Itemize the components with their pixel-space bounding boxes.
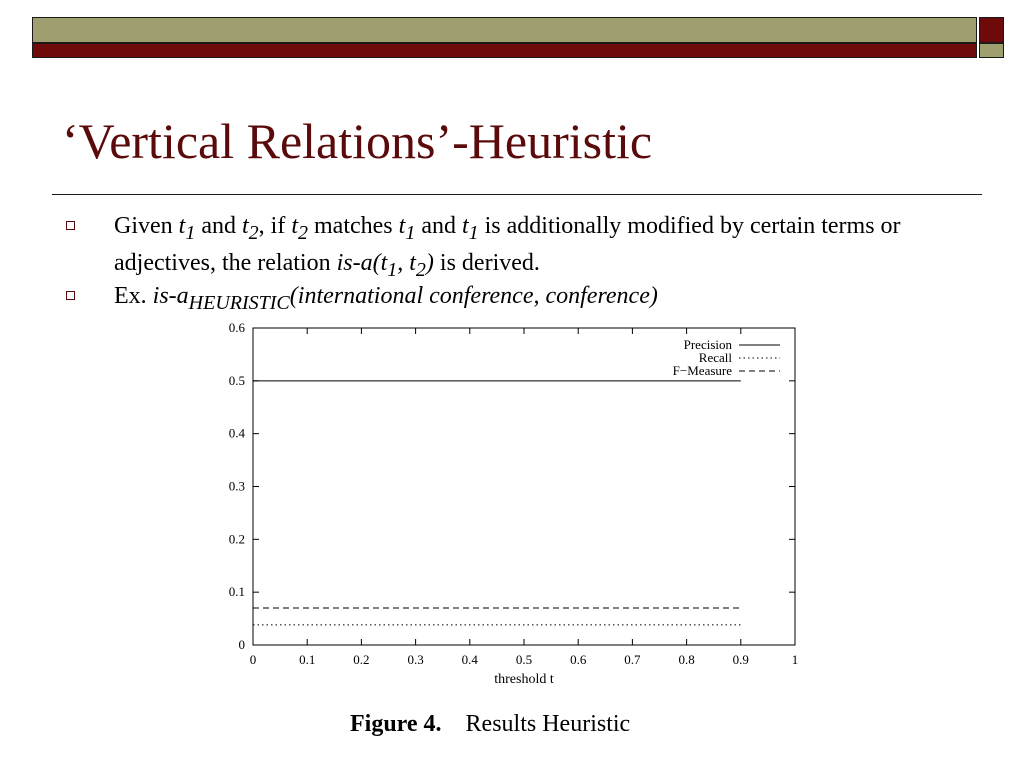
x-tick-label: 0 <box>249 652 257 667</box>
header-band-red <box>32 43 977 58</box>
slide-title: ‘Vertical Relations’-Heuristic <box>62 113 653 169</box>
x-tick-label: 0.8 <box>678 652 695 667</box>
x-tick-label: 0.6 <box>570 652 587 667</box>
caption-figure-number: Figure 4. <box>350 711 442 737</box>
legend-label: Recall <box>698 350 732 365</box>
x-tick-label: 0.4 <box>461 652 478 667</box>
x-tick-label: 0.7 <box>624 652 641 667</box>
x-tick-label: 0.1 <box>299 652 316 667</box>
bullet-text: Given $t_1$ and $t_2$, if $t_2$ matches $t_1$ and $t_1$ is additionally modified by certain terms or adjectives, the relation $is-a(t_1$, $t_2$) is derived. <box>114 213 901 281</box>
x-tick-label: 0.5 <box>515 652 533 667</box>
y-tick-label: 0.5 <box>228 372 245 388</box>
y-tick-label: 0.1 <box>228 584 245 600</box>
bullet-item-example <box>114 281 974 318</box>
x-axis-label: threshold t <box>494 672 554 687</box>
header-square-red <box>979 17 1004 43</box>
caption-text: Results Heuristic <box>465 711 631 737</box>
bullet-item-definition <box>114 211 974 285</box>
results-chart <box>210 318 810 698</box>
y-tick-label: 0.2 <box>228 531 245 547</box>
header-square-olive <box>979 43 1004 58</box>
header-band-olive <box>32 17 977 43</box>
x-tick-label: 1 <box>791 652 799 667</box>
legend-label: Precision <box>683 337 732 352</box>
y-tick-label: 0.3 <box>228 478 245 494</box>
square-bullet-icon <box>66 221 75 230</box>
y-tick-label: 0.6 <box>228 320 245 335</box>
x-tick-label: 0.9 <box>732 652 749 667</box>
y-tick-label: 0.4 <box>228 425 245 441</box>
bullet-text: Ex. $is-a_{HEURISTIC}(international$ conference, conference) <box>114 283 658 314</box>
x-tick-label: 0.3 <box>407 652 424 667</box>
square-bullet-icon <box>66 291 75 300</box>
y-tick-label: 0 <box>238 637 245 652</box>
figure-caption <box>350 711 630 738</box>
legend-label: F−Measure <box>672 363 732 378</box>
x-tick-label: 0.2 <box>353 652 370 667</box>
title-divider <box>52 194 982 195</box>
